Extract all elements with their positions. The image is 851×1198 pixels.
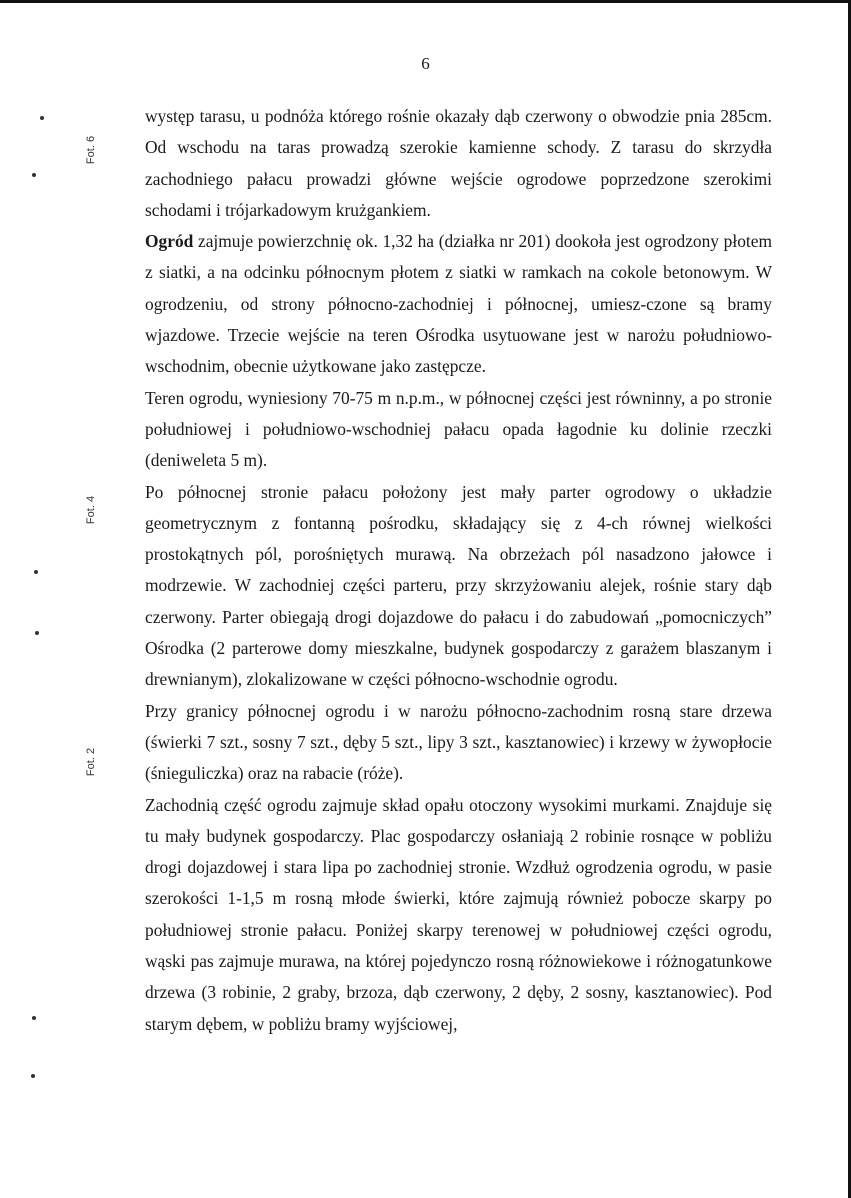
scan-speck — [32, 173, 36, 177]
paragraph-text: zajmuje powierzchnię ok. 1,32 ha (działka nr 201) dookoła jest ogrodzony płotem z siatki, a na odcinku północnym płotem z siatki w ramkach na cokole betonowym. W ogrodzeniu, od strony północno-zachodniej i północnej, umiesz-czone są bramy wjazdowe. Trzecie wejście na teren Ośrodka usytuowane jest w narożu południowo-wschodnim, obecnie użytkowane jako zastępcze. — [145, 231, 772, 377]
paragraph-garden — [145, 226, 772, 382]
paragraph-terrain — [145, 383, 772, 477]
paragraph-text: Zachodnią część ogrodu zajmuje skład opału otoczony wysokimi murkami. Znajduje się tu mały budynek gospodarczy. Plac gospodarczy osłaniają 2 robinie rosnące w pobliżu drogi dojazdowej i stara lipa po zachodniej stronie. Wzdłuż ogrodzenia ogrodu, w pasie szerokości 1-1,5 m rosną młode świerki, które zajmują również pobocze skarpy po południowej stronie pałacu. Poniżej skarpy terenowej w południowej części ogrodu, wąski pas zajmuje murawa, na której pojedynczo rosną różnowiekowe i różnogatunkowe drzewa (3 robinie, 2 graby, brzoza, dąb czerwony, 2 dęby, 2 sosny, kasztanowiec). Pod starym dębem, w pobliżu bramy wyjściowej, — [145, 794, 772, 1034]
paragraph-west-part — [145, 790, 772, 1040]
margin-photo-ref-4: Fot. 4 — [85, 495, 97, 525]
paragraph-lead: Ogród — [145, 231, 194, 252]
margin-photo-ref-6: Fot. 6 — [85, 135, 97, 165]
paragraph-text: Teren ogrodu, wyniesiony 70-75 m n.p.m., w północnej części jest równinny, a po stronie południowej i południowo-wschodniej pałacu opada łagodnie ku dolinie rzeczki (deniweleta 5 m). — [145, 387, 772, 471]
paragraph-parterre — [145, 477, 772, 696]
scan-speck — [40, 116, 44, 120]
page-number: 6 — [421, 54, 430, 73]
margin-photo-ref-2: Fot. 2 — [85, 747, 97, 777]
scan-border-top — [0, 0, 851, 3]
paragraph-text: Przy granicy północnej ogrodu i w narożu północno-zachodnim rosną stare drzewa (świerki 7 szt., sosny 7 szt., dęby 5 szt., lipy 3 szt., kasztanowiec) i krzewy w żywopłocie (śnieguliczka) oraz na rabacie (róże). — [145, 700, 772, 784]
scan-speck — [34, 570, 38, 574]
scan-speck — [31, 1074, 35, 1078]
paragraph-text: Po północnej stronie pałacu położony jest mały parter ogrodowy o układzie geometrycznym z fontanną pośrodku, składający się z 4-ch równej wielkości prostokątnych pól, porośniętych murawą. Na obrzeżach pól nasadzono jałowce i modrzewie. W zachodniej części parteru, przy skrzyżowaniu alejek, rośnie stary dąb czerwony. Parter obiegają drogi dojazdowe do pałacu i do zabudowań „pomocniczych” Ośrodka (2 parterowe domy mieszkalne, budynek gospodarczy z garażem blaszanym i drewnianym), zlokalizowane w części północno-wschodnie ogrodu. — [145, 481, 772, 690]
paragraph-terrace — [145, 101, 772, 226]
scan-speck — [32, 1016, 36, 1020]
paragraph-north-border — [145, 696, 772, 790]
document-body — [145, 101, 772, 1040]
scan-speck — [35, 631, 39, 635]
paragraph-text: występ tarasu, u podnóża którego rośnie okazały dąb czerwony o obwodzie pnia 285cm. Od wschodu na taras prowadzą szerokie kamienne schody. Z tarasu do skrzydła zachodniego pałacu prowadzi główne wejście ogrodowe poprzedzone szerokimi schodami i trójarkadowym krużgankiem. — [145, 106, 772, 220]
